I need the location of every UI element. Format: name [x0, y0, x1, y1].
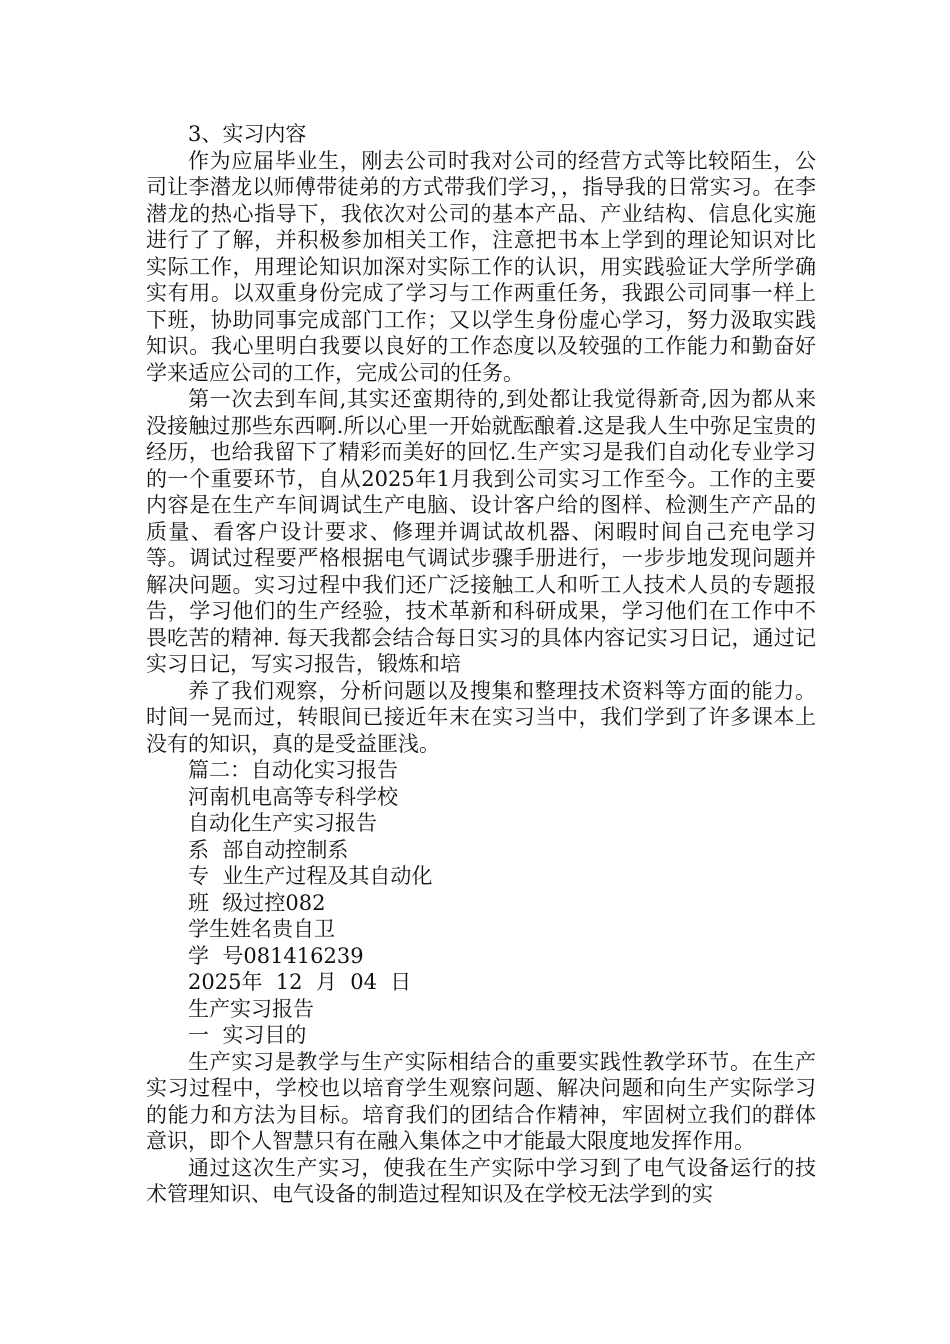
class-field: 班 级过控082	[188, 890, 326, 915]
major-field: 专 业生产过程及其自动化	[188, 864, 433, 888]
paragraph-workshop-experience: 第一次去到车间,其实还蛮期待的,到处都让我觉得新奇,因为都从来没接触过那些东西啊.所以心里一开始就酝酿着.这是我人生中弥足宝贵的经历，也给我留下了精彩而美好的回忆.生产实习是我们自动化专业学习的一个重要环节，自从2025年1月我到公司实习工作至今。工作的主要内容是在生产车间调试生产电脑、设计客户给的图样、检测生产产品的质量、看客户设计要求、修理并调试故机器、闲暇时间自己充电学习等。调试过程要严格根据电气调试步骤手册进行，一步步地发现问题并解决问题。实习过程中我们还广泛接触工人和听工人技术人员的专题报告，学习他们的生产经验，技术革新和科研成果，学习他们在工作中不畏吃苦的精神. 每天我都会结合每日实习的具体内容记实习日记，通过记实习日记，写实习报告，锻炼和培	[146, 387, 816, 676]
paragraph-learning: 通过这次生产实习，使我在生产实际中学习到了电气设备运行的技术管理知识、电气设备的制造过程知识及在学校无法学到的实	[146, 1155, 816, 1206]
report-title: 自动化生产实习报告	[188, 811, 377, 835]
department-field: 系 部自动控制系	[188, 837, 349, 862]
section-title-part-two: 篇二：自动化实习报告	[188, 758, 398, 782]
document-page	[146, 121, 816, 1208]
section-title-purpose: 一 实习目的	[188, 1023, 307, 1047]
heading-internship-content: 3、实习内容	[188, 122, 307, 146]
student-name-field: 学生姓名贵自卫	[188, 917, 335, 941]
school-name: 河南机电高等专科学校	[188, 784, 398, 809]
paragraph-gains: 养了我们观察，分析问题以及搜集和整理技术资料等方面的能力。时间一晃而过，转眼间已接近年末在实习当中，我们学到了许多课本上没有的知识，真的是受益匪浅。	[146, 678, 816, 756]
report-subtitle: 生产实习报告	[188, 996, 314, 1021]
student-id-field: 学 号081416239	[188, 943, 364, 968]
paragraph-internship-intro: 作为应届毕业生，刚去公司时我对公司的经营方式等比较陌生，公司让李潜龙以师傅带徒弟的方式带我们学习，，指导我的日常实习。在李潜龙的热心指导下，我依次对公司的基本产品、产业结构、信息化实施进行了了解，并积极参加相关工作，注意把书本上学到的理论知识对比实际工作，用理论知识加深对实际工作的认识，用实践验证大学所学确实有用。以双重身份完成了学习与工作两重任务，我跟公司同事一样上下班，协助同事完成部门工作；又以学生身份虚心学习，努力汲取实践知识。我心里明白我要以良好的工作态度以及较强的工作能力和勤奋好学来适应公司的工作，完成公司的任务。	[146, 148, 816, 385]
report-date: 2025年 12 月 04 日	[188, 970, 412, 994]
paragraph-purpose: 生产实习是教学与生产实际相结合的重要实践性教学环节。在生产实习过程中，学校也以培育学生观察问题、解决问题和向生产实际学习的能力和方法为目标。培育我们的团结合作精神，牢固树立我们的群体意识，即个人智慧只有在融入集体之中才能最大限度地发挥作用。	[146, 1049, 816, 1153]
